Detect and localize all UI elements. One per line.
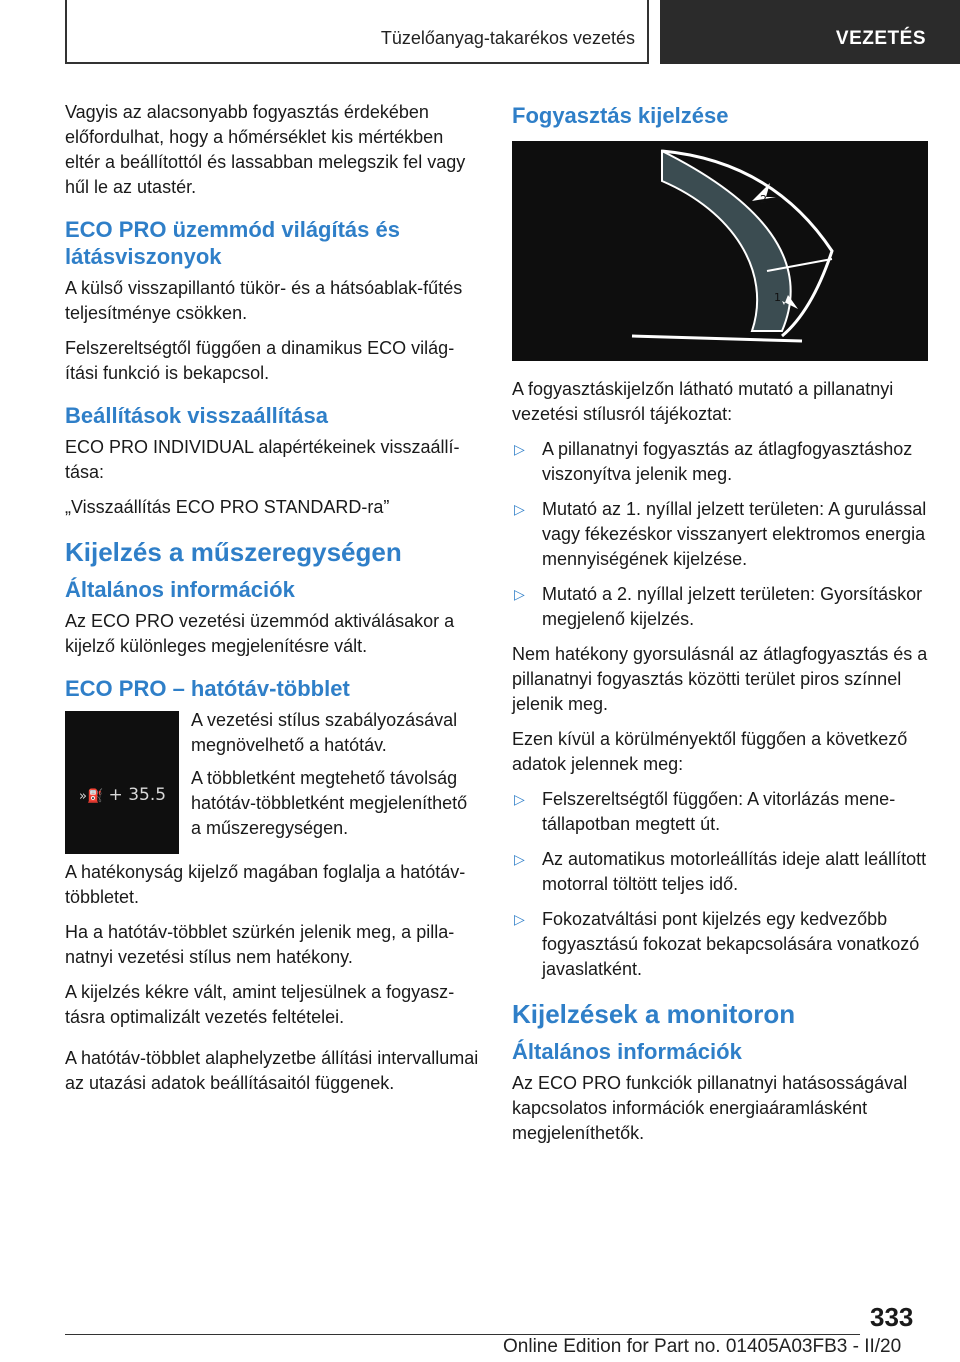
intro-paragraph: Vagyis az alacsonyabb fogyasztás érdekében előfordulhat, hogy a hőmérséklet kis mértékben eltér a beállítottól és lassabban melegszik fel vagy hűl le az utastér. (65, 102, 466, 197)
list-item: ▷ Felszereltségtől függően: A vitorlázás menetállapotban megtett út. (514, 789, 896, 834)
triangle-bullet-icon: ▷ (514, 851, 525, 867)
reset-paragraph: ECO PRO INDIVIDUAL alapértékeinek visszaállítása: (65, 437, 460, 482)
gauge-marker-2: 2 (760, 193, 767, 206)
list-item: ▷ Fokozatváltási pont kijelzés egy kedvezőbb fogyasztású fokozat bekapcsolására vonatkozó javaslatként. (514, 909, 920, 979)
right-column (512, 100, 932, 1156)
list-item: ▷ Mutató az 1. nyíllal jelzett területen: A gurulással vagy fékezéskor visszanyert elektromos energia mennyiségének kijelzése. (514, 499, 927, 569)
range-paragraph-3: A hatékonyság kijelző magában foglalja a hatótáv-többletet. (65, 862, 466, 907)
monitor-paragraph: Az ECO PRO funkciók pillanatnyi hatásosságával kapcsolatos információk energiaáramlásként megjeleníthetők. (512, 1073, 908, 1143)
inefficient-paragraph: Nem hatékony gyorsulásnál az átlagfogyasztás és a pillanatnyi fogyasztás közötti terület piros színnel jelenik meg. (512, 644, 928, 714)
gauge-marker-1: 1 (774, 291, 781, 304)
heading-monitor-display: Kijelzések a monitoron (512, 999, 796, 1029)
heading-reset: Beállítások visszaállítása (65, 403, 328, 428)
heading-instrument-display: Kijelzés a műszeregységen (65, 537, 402, 567)
section-tab: VEZETÉS (660, 0, 960, 64)
range-paragraph-5: A kijelzés kékre vált, amint teljesülnek a fogyasztásra optimalizált vezetés feltételei. (65, 982, 455, 1027)
heading-consumption-display: Fogyasztás kijelzése (512, 103, 729, 128)
triangle-bullet-icon: ▷ (514, 586, 525, 602)
heading-eco-light: ECO PRO üzemmód világítás és látásviszonyok (65, 217, 400, 269)
range-bonus-text (191, 708, 480, 854)
range-paragraph-6: A hatótáv-többlet alaphelyzetbe állítási intervallumai az utazási adatok beállításaitól függenek. (65, 1048, 479, 1093)
list-item: ▷ A pillanatnyi fogyasztás az átlagfogyasztáshoz viszonyítva jelenik meg. (514, 439, 913, 484)
additional-paragraph: Ezen kívül a körülményektől függően a következő adatok jelennek meg: (512, 729, 908, 774)
reset-item: „Visszaállítás ECO PRO STANDARD-ra” (65, 497, 390, 517)
range-paragraph-2: A többletként megtehető távolság hatótáv-többletként megjeleníthető a műszeregységen. (191, 768, 468, 838)
heading-general-info-monitor: Általános információk (512, 1039, 742, 1064)
page-number: 333 (870, 1302, 914, 1332)
triangle-bullet-icon: ▷ (514, 791, 525, 807)
general-paragraph: Az ECO PRO vezetési üzemmód aktiválásakor a kijelző különleges megjelenítésre vált. (65, 611, 455, 656)
list-item: ▷ Mutató a 2. nyíllal jelzett területen: Gyorsításkor megjelenő kijelzés. (514, 584, 923, 629)
range-bonus-value: + 35.5 (108, 785, 167, 805)
triangle-bullet-icon: ▷ (514, 501, 525, 517)
footer-divider (65, 1334, 860, 1335)
heading-general-info: Általános információk (65, 577, 295, 602)
range-paragraph-4: Ha a hatótáv-többlet szürkén jelenik meg, a pillanatnyi vezetési stílus nem hatékony. (65, 922, 455, 967)
pointer-paragraph: A fogyasztáskijelzőn látható mutató a pillanatnyi vezetési stílusról tájékoztat: (512, 379, 894, 424)
list-item: ▷ Az automatikus motorleállítás ideje alatt leállított motorral töltött teljes idő. (514, 849, 927, 894)
edition-note: Online Edition for Part no. 01405A03FB3 - II/20 (503, 1336, 902, 1357)
left-column (65, 100, 480, 1106)
range-bonus-readout (79, 783, 166, 809)
light-paragraph: Felszereltségtől függően a dinamikus ECO világítási funkció is bekapcsol. (65, 338, 455, 383)
triangle-bullet-icon: ▷ (514, 441, 525, 457)
chapter-title: Tüzelőanyag-takarékos vezetés (380, 28, 635, 48)
range-bonus-block (65, 708, 480, 854)
heading-range-bonus: ECO PRO – hatótáv-többlet (65, 676, 350, 701)
triangle-bullet-icon: ▷ (514, 911, 525, 927)
range-paragraph-1: A vezetési stílus szabályozásával megnövelhető a hatótáv. (191, 710, 458, 755)
fuel-pump-icon: »⛽ (79, 789, 104, 804)
mirror-paragraph: A külső visszapillantó tükör- és a hátsóablak-fűtés teljesítménye csökken. (65, 278, 463, 323)
consumption-gauge-image (512, 141, 928, 361)
range-bonus-image (65, 711, 179, 854)
